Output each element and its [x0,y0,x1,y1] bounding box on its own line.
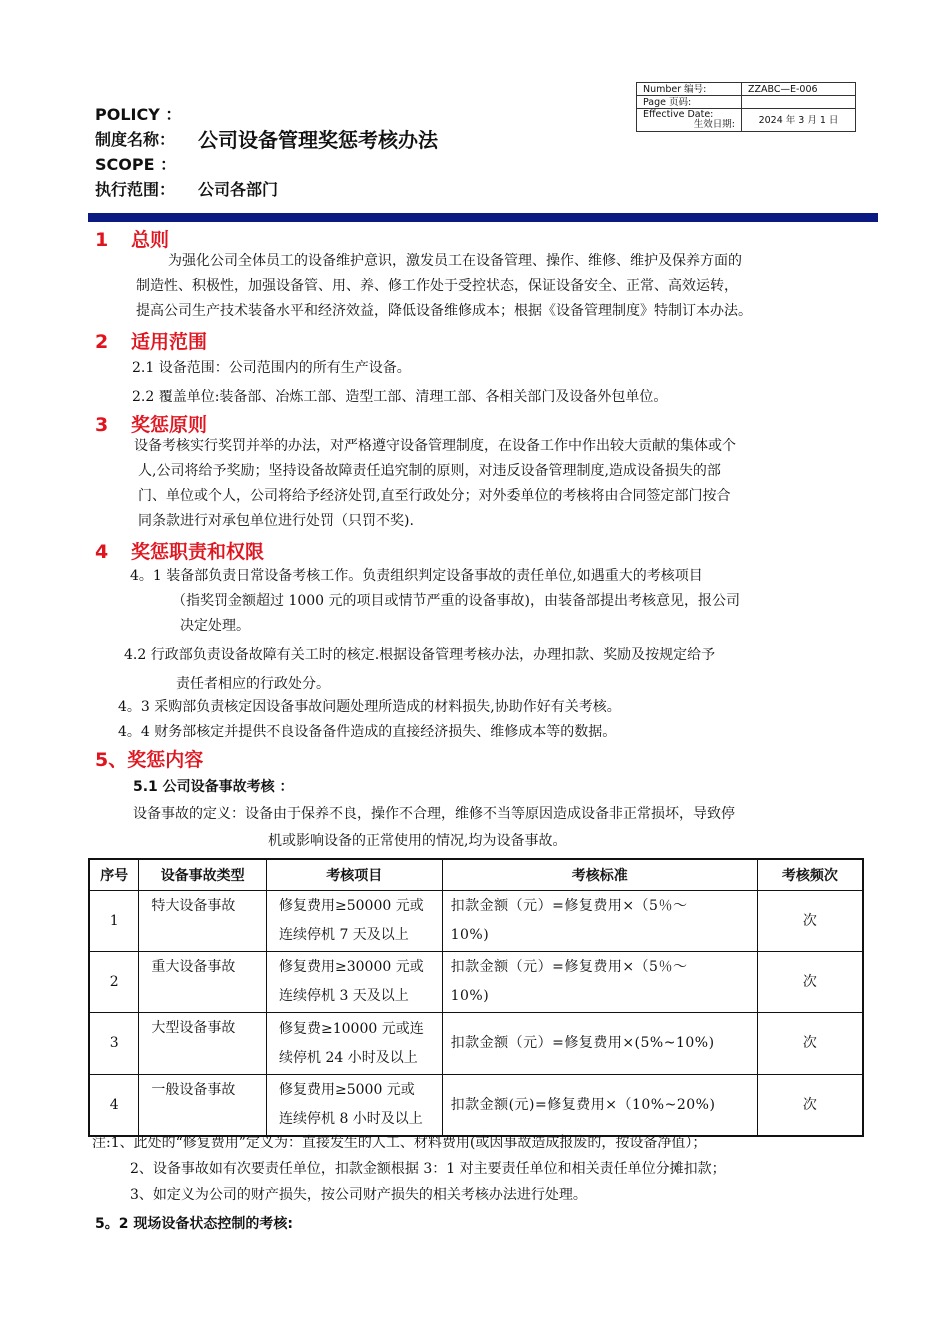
document-info-box [636,82,856,132]
scope-label: SCOPE ： [95,155,177,174]
cell-standard-line: 扣款金额（元）=修复费用×(5%~10%) [450,1035,715,1051]
page-label: Page 页码: [637,96,742,109]
section-3-line-1: 设备考核实行奖罚并举的办法，对严格遵守设备管理制度，在设备工作中作出较大贡献的集体或个 [134,438,736,454]
effective-date-label-en: Effective Date: [643,109,714,120]
cell-item [267,952,443,1013]
cell-frequency: 次 [757,1013,863,1075]
number-label: Number 编号: [637,83,742,96]
section-2-item-2: 2.2 覆盖单位:装备部、冶炼工部、造型工部、清理工部、各相关部门及设备外包单位。 [132,389,668,405]
section-4-number: 4 [95,541,109,563]
page-value [742,96,856,109]
table-row [89,1075,863,1137]
policy-label: POLICY ： [95,105,182,124]
cell-item-line: 连续停机 8 小时及以上 [279,1111,423,1127]
cell-frequency: 次 [757,891,863,952]
cell-item [267,1075,443,1137]
cell-standard-line: 扣款金额(元)=修复费用×（10%~20%) [450,1096,716,1113]
cell-standard [442,1075,757,1137]
section-3-title: 奖惩原则 [131,414,208,436]
section-1-line-1: 为强化公司全体员工的设备维护意识，激发员工在设备管理、操作、维修、维护及保养方面的 [168,253,742,269]
section-4-item-3: 4。3 采购部负责核定因设备事故问题处理所造成的材料损失,协助作好有关考核。 [118,699,621,715]
scope-range-value: 公司各部门 [198,180,279,199]
section-3-line-4: 同条款进行对承包单位进行处罚（只罚不奖). [138,513,414,529]
cell-item-line: 连续停机 7 天及以上 [279,927,409,943]
effective-date-label-cn: 生效日期: [693,119,735,130]
section-4-item-1-line-1: 4。1 装备部负责日常设备考核工作。负责组织判定设备事故的责任单位,如遇重大的考核项目 [130,568,703,584]
section-3-line-3: 门、单位或个人，公司将给予经济处罚,直至行政处分；对外委单位的考核将由合同签定部门按合 [138,488,731,504]
cell-no: 3 [89,1013,139,1075]
col-header-standard: 考核标准 [442,859,757,891]
col-header-no: 序号 [89,859,139,891]
section-4-title: 奖惩职责和权限 [131,541,265,563]
section-5-heading: 5、奖惩内容 [95,749,204,771]
cell-frequency: 次 [757,1075,863,1137]
cell-no: 4 [89,1075,139,1137]
cell-item [267,1013,443,1075]
section-1-line-2: 制造性、积极性，加强设备管、用、养、修工作处于受控状态，保证设备安全、正常、高效运转， [136,278,738,294]
col-header-type: 设备事故类型 [139,859,267,891]
section-1-number: 1 [95,229,109,251]
cell-type: 特大设备事故 [139,891,267,952]
section-4-item-4: 4。4 财务部核定并提供不良设备备件造成的直接经济损失、维修成本等的数据。 [118,724,617,740]
cell-item-line: 连续停机 3 天及以上 [279,988,409,1004]
scope-range-label: 执行范围： [95,180,176,199]
section-2-heading [95,327,207,354]
table-row [89,952,863,1013]
cell-item [267,891,443,952]
cell-frequency: 次 [757,952,863,1013]
section-2-number: 2 [95,331,109,353]
accident-assessment-table [88,858,864,1137]
cell-standard [442,891,757,952]
col-header-item: 考核项目 [267,859,443,891]
section-1-title: 总则 [131,229,170,251]
policy-name-value: 公司设备管理奖惩考核办法 [198,128,438,152]
cell-no: 2 [89,952,139,1013]
cell-type: 一般设备事故 [139,1075,267,1137]
section-2-item-1: 2.1 设备范围：公司范围内的所有生产设备。 [132,360,411,376]
cell-standard-line: 10%) [450,927,490,943]
section-3-number: 3 [95,414,109,436]
section-1-heading [95,225,169,252]
section-2-title: 适用范围 [131,331,208,353]
section-4-item-1-line-2: （指奖罚金额超过 1000 元的项目或情节严重的设备事故)，由装备部提出考核意见，报公司 [172,593,740,609]
cell-item-line: 修复费用≥5000 元或 [279,1082,415,1098]
subsection-5-1-title: 5.1 公司设备事故考核 ： [133,779,294,795]
cell-standard-line: 扣款金额（元）=修复费用×（5％～ [450,959,688,975]
cell-no: 1 [89,891,139,952]
table-note-3: 3、如定义为公司的财产损失，按公司财产损失的相关考核办法进行处理。 [130,1187,587,1203]
section-4-item-2-line-1: 4.2 行政部负责设备故障有关工时的核定.根据设备管理考核办法，办理扣款、奖励及按规定给予 [124,647,716,663]
number-value: ZZABC—E-006 [742,83,856,96]
cell-item-line: 修复费用≥50000 元或 [279,898,424,914]
cell-standard-line: 10%) [450,988,490,1004]
section-5-definition-line-1: 设备事故的定义：设备由于保养不良，操作不合理，维修不当等原因造成设备非正常损坏，导致停 [133,806,735,822]
effective-date-value: 2024 年 3 月 1 日 [742,109,856,132]
section-5-definition-line-2: 机或影响设备的正常使用的情况,均为设备事故。 [268,833,567,849]
cell-type: 大型设备事故 [139,1013,267,1075]
section-4-heading [95,537,264,564]
cell-standard-line: 扣款金额（元）=修复费用×（5％～ [450,898,688,914]
table-row [89,891,863,952]
table-row [89,1013,863,1075]
table-note-2: 2、设备事故如有次要责任单位，扣款金额根据 3：1 对主要责任单位和相关责任单位分摊扣款； [130,1161,726,1177]
cell-type: 重大设备事故 [139,952,267,1013]
table-note-1: 注:1、此处的“修复费用”定义为：直接发生的人工、材料费用(或因事故造成报废的，按设备净值）； [92,1135,707,1151]
header-divider-bar [88,213,878,222]
subsection-5-2-title: 5。2 现场设备状态控制的考核: [95,1216,293,1232]
section-3-heading [95,410,207,437]
section-4-item-2-line-2: 责任者相应的行政处分。 [176,676,330,692]
cell-item-line: 续停机 24 小时及以上 [279,1049,418,1066]
cell-item-line: 修复费≥10000 元或连 [279,1020,424,1037]
policy-name-label: 制度名称： [95,130,176,149]
col-header-frequency: 考核频次 [757,859,863,891]
effective-date-label [637,109,742,132]
table-header-row [89,859,863,891]
section-3-line-2: 人,公司将给予奖励；坚持设备故障责任追究制的原则，对违反设备管理制度,造成设备损失的部 [138,463,721,479]
section-1-line-3: 提高公司生产技术装备水平和经济效益，降低设备维修成本；根据《设备管理制度》特制订本办法。 [136,303,752,319]
cell-item-line: 修复费用≥30000 元或 [279,959,424,975]
section-4-item-1-line-3: 决定处理。 [180,618,250,634]
cell-standard [442,952,757,1013]
cell-standard [442,1013,757,1075]
